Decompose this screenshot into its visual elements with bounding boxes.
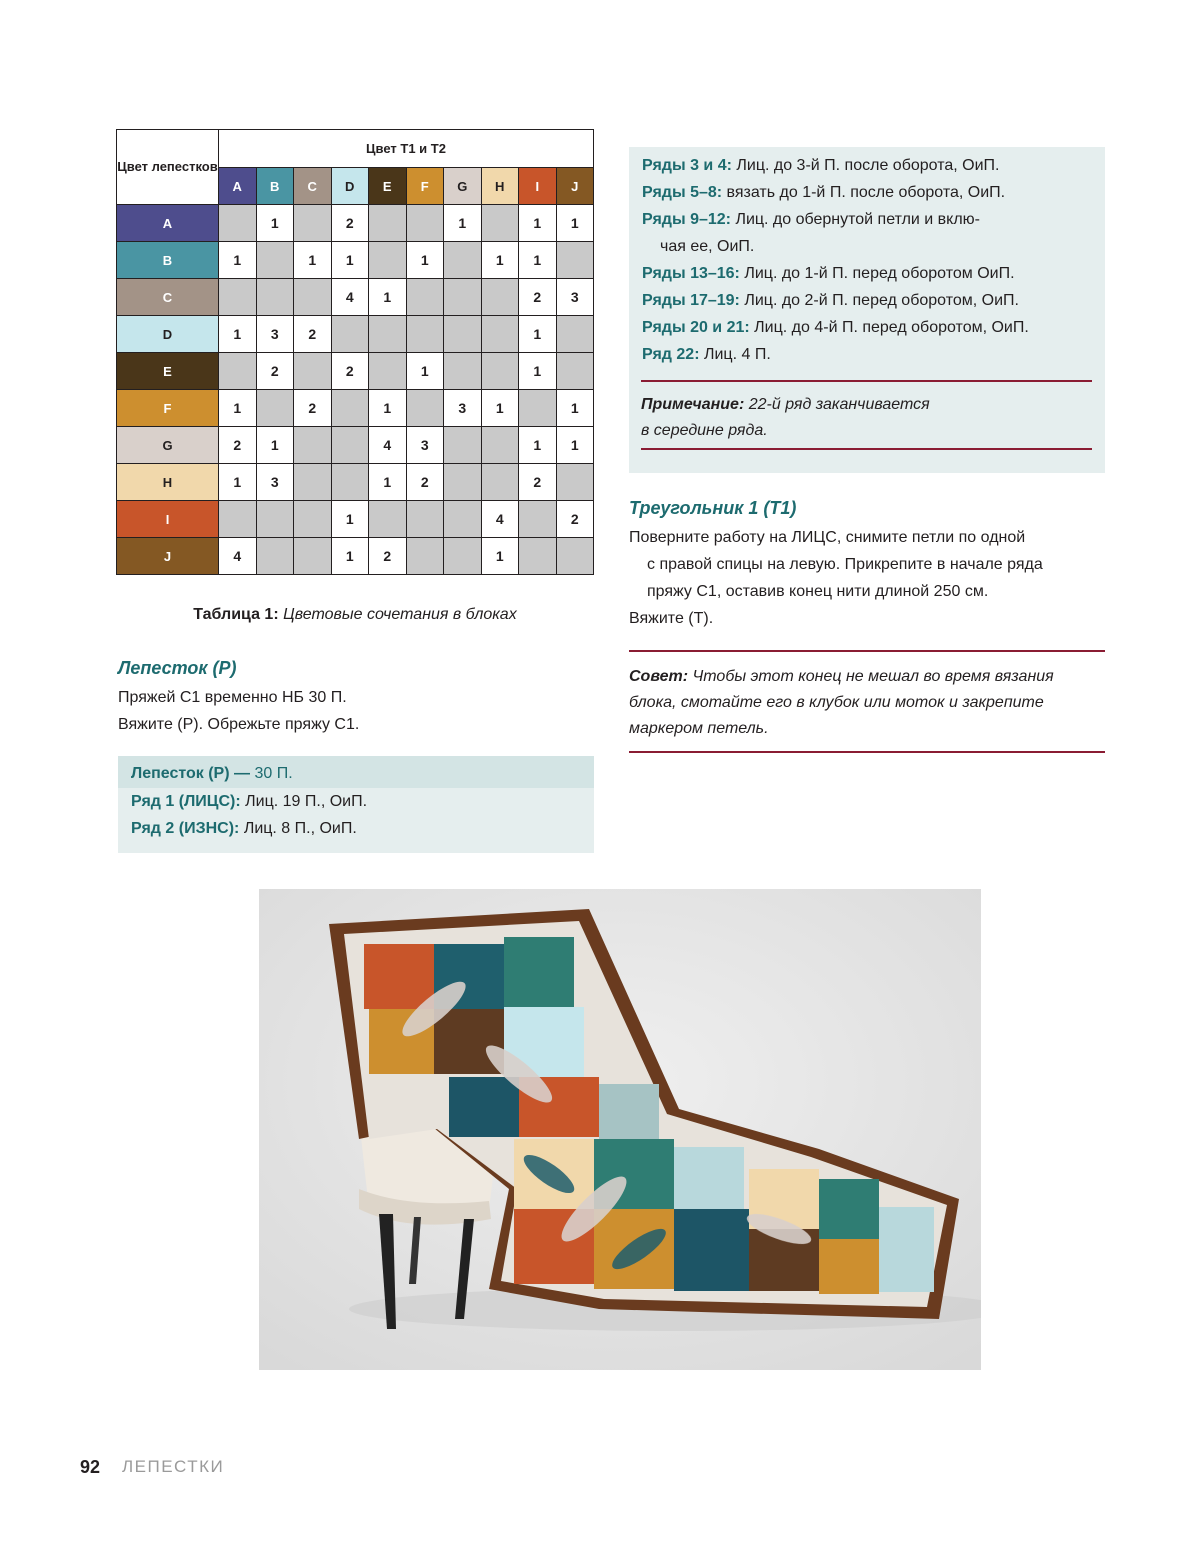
- column-header-c: C: [294, 168, 332, 205]
- table-cell: 1: [219, 316, 257, 353]
- table-cell: 1: [519, 316, 557, 353]
- table-cell: [369, 501, 407, 538]
- row-header-c: C: [117, 279, 219, 316]
- tip-top-rule: [629, 650, 1105, 652]
- table-cell: 2: [331, 353, 369, 390]
- row-header-b: B: [117, 242, 219, 279]
- triangle-section-title: Треугольник 1 (Т1): [629, 498, 797, 518]
- petal-box-row: [131, 788, 594, 815]
- triangle-text-line: пряжу С1, оставив конец нити длиной 250 см.: [647, 583, 989, 600]
- table-cell: 1: [406, 242, 444, 279]
- blanket-on-chair-illustration: [259, 889, 981, 1370]
- table-cell: [369, 205, 407, 242]
- table-cell: [406, 316, 444, 353]
- table-cell: [294, 279, 332, 316]
- table-cell: 1: [556, 427, 594, 464]
- table-cell: 1: [519, 242, 557, 279]
- table-cell: 1: [481, 242, 519, 279]
- blanket-photo: [259, 889, 981, 1370]
- table-cell: 4: [481, 501, 519, 538]
- row-text: Лиц. до 3-й П. после оборота, ОиП.: [736, 157, 1000, 174]
- table-cell: 1: [519, 427, 557, 464]
- table-row: [117, 316, 594, 353]
- tip-text-line: маркером петель.: [629, 720, 769, 737]
- table-row: [117, 242, 594, 279]
- rows-list: [629, 147, 1105, 368]
- table-body: [117, 205, 594, 575]
- table-group-header: Цвет Т1 и Т2: [219, 130, 594, 168]
- row-text: Лиц. до 2-й П. перед оборотом, ОиП.: [744, 292, 1019, 309]
- column-header-a: A: [219, 168, 257, 205]
- table-cell: 1: [481, 538, 519, 575]
- row-text: Лиц. 4 П.: [703, 346, 771, 363]
- table-cell: 2: [294, 316, 332, 353]
- table-cell: [444, 353, 482, 390]
- note-top-rule: [641, 380, 1092, 382]
- table-cell: [256, 538, 294, 575]
- table-cell: [256, 390, 294, 427]
- table-cell: [406, 501, 444, 538]
- table-cell: 2: [556, 501, 594, 538]
- table-cell: [481, 427, 519, 464]
- row-text: чая ее, ОиП.: [660, 238, 755, 255]
- table-cell: [444, 501, 482, 538]
- petal-section-text: [118, 684, 359, 738]
- table-caption-text: Цветовые сочетания в блоках: [283, 606, 517, 623]
- row-label: Ряды 3 и 4:: [642, 157, 732, 174]
- table-cell: 1: [519, 205, 557, 242]
- petal-instructions-box: [118, 756, 594, 853]
- table-cell: 1: [256, 205, 294, 242]
- row-label: Ряд 2 (ИЗНС):: [131, 820, 240, 837]
- table-cell: 1: [519, 353, 557, 390]
- table-cell: [294, 427, 332, 464]
- table-row: [117, 538, 594, 575]
- table-cell: [406, 205, 444, 242]
- table-cell: 1: [331, 242, 369, 279]
- table-cell: 1: [331, 538, 369, 575]
- table-row: [117, 427, 594, 464]
- rows-line: [642, 314, 1105, 341]
- table-row: [117, 390, 594, 427]
- rows-line: [642, 341, 1105, 368]
- table-cell: [256, 279, 294, 316]
- table-cell: [369, 242, 407, 279]
- table-cell: [219, 279, 257, 316]
- tip-text-line: блока, смотайте его в клубок или моток и закрепите: [629, 694, 1044, 711]
- table-cell: 4: [369, 427, 407, 464]
- table-cell: 2: [294, 390, 332, 427]
- note-text-line: в середине ряда.: [641, 422, 768, 439]
- rows-line: [642, 260, 1105, 287]
- table-caption: [116, 606, 594, 624]
- column-header-b: B: [256, 168, 294, 205]
- petal-box-head-label: Лепесток (Р) —: [131, 765, 250, 782]
- table-cell: [519, 501, 557, 538]
- table-cell: [444, 464, 482, 501]
- row-label: Ряды 17–19:: [642, 292, 740, 309]
- table-cell: [519, 538, 557, 575]
- row-text: вязать до 1-й П. после оборота, ОиП.: [726, 184, 1006, 201]
- table-cell: [219, 353, 257, 390]
- row-text: Лиц. до обернутой петли и вклю-: [735, 211, 981, 228]
- table-cell: [556, 538, 594, 575]
- row-header-a: A: [117, 205, 219, 242]
- table-corner-label: Цвет лепестков: [117, 130, 219, 205]
- table-cell: 1: [406, 353, 444, 390]
- column-header-j: J: [556, 168, 594, 205]
- table-cell: [481, 353, 519, 390]
- row-text: Лиц. до 4-й П. перед оборотом, ОиП.: [754, 319, 1029, 336]
- petal-section-title: Лепесток (Р): [118, 658, 237, 678]
- note-text-line: 22-й ряд заканчивается: [748, 396, 930, 413]
- table-cell: 2: [406, 464, 444, 501]
- table-cell: [331, 316, 369, 353]
- tip-bottom-rule: [629, 751, 1105, 753]
- table-cell: 3: [444, 390, 482, 427]
- table-cell: [444, 316, 482, 353]
- table-cell: [256, 501, 294, 538]
- table-cell: [331, 464, 369, 501]
- rows-line: [642, 287, 1105, 314]
- table-row: [117, 279, 594, 316]
- table-cell: 3: [256, 316, 294, 353]
- row-label: Ряды 5–8:: [642, 184, 723, 201]
- table-cell: [219, 501, 257, 538]
- petal-box-head: [131, 762, 594, 786]
- petal-text-line: Вяжите (Р). Обрежьте пряжу С1.: [118, 716, 360, 733]
- petal-box-row: [131, 815, 594, 842]
- color-combination-table: [116, 129, 594, 575]
- tip-block: [629, 664, 1105, 742]
- row-text: Лиц. 8 П., ОиП.: [243, 820, 357, 837]
- table-cell: 2: [519, 464, 557, 501]
- table-cell: [556, 316, 594, 353]
- row-label: Ряды 9–12:: [642, 211, 731, 228]
- row-label: Ряд 1 (ЛИЦС):: [131, 793, 241, 810]
- table-cell: [406, 279, 444, 316]
- table-cell: 1: [369, 464, 407, 501]
- table-cell: [481, 279, 519, 316]
- row-header-g: G: [117, 427, 219, 464]
- table-row: [117, 353, 594, 390]
- row-header-h: H: [117, 464, 219, 501]
- table-cell: [556, 464, 594, 501]
- table-cell: 2: [331, 205, 369, 242]
- table-cell: [256, 242, 294, 279]
- row-label: Ряды 13–16:: [642, 265, 740, 282]
- note-bottom-rule: [641, 448, 1092, 450]
- table-cell: 4: [331, 279, 369, 316]
- table-cell: 1: [481, 390, 519, 427]
- row-header-e: E: [117, 353, 219, 390]
- table-cell: 1: [556, 390, 594, 427]
- table-cell: [369, 353, 407, 390]
- table-cell: 2: [256, 353, 294, 390]
- table-cell: 1: [256, 427, 294, 464]
- table-cell: 1: [444, 205, 482, 242]
- petal-box-head-value: 30 П.: [254, 765, 293, 782]
- page-number: 92: [80, 1457, 101, 1477]
- rows-line: [642, 233, 1105, 260]
- row-label: Ряды 20 и 21:: [642, 319, 750, 336]
- row-header-i: I: [117, 501, 219, 538]
- table-cell: [294, 205, 332, 242]
- table-row: [117, 501, 594, 538]
- column-header-e: E: [369, 168, 407, 205]
- table-cell: 1: [219, 390, 257, 427]
- row-label: Ряд 22:: [642, 346, 700, 363]
- table-cell: [294, 538, 332, 575]
- table-cell: [219, 205, 257, 242]
- table-cell: 1: [219, 242, 257, 279]
- table-cell: [406, 538, 444, 575]
- table-cell: 1: [219, 464, 257, 501]
- column-header-h: H: [481, 168, 519, 205]
- table-cell: 3: [256, 464, 294, 501]
- column-header-f: F: [406, 168, 444, 205]
- note-label: Примечание:: [641, 396, 745, 413]
- table-cell: [481, 205, 519, 242]
- table-cell: 3: [406, 427, 444, 464]
- row-text: Лиц. до 1-й П. перед оборотом ОиП.: [744, 265, 1015, 282]
- rows-line: [642, 152, 1105, 179]
- triangle-text-line: Вяжите (Т).: [629, 610, 714, 627]
- row-header-d: D: [117, 316, 219, 353]
- table-row: [117, 464, 594, 501]
- table-cell: [294, 353, 332, 390]
- table-cell: [444, 279, 482, 316]
- table-cell: 2: [219, 427, 257, 464]
- table-cell: 3: [556, 279, 594, 316]
- table-cell: [556, 353, 594, 390]
- petal-text-line: Пряжей С1 временно НБ 30 П.: [118, 689, 347, 706]
- triangle-text-line: с правой спицы на левую. Прикрепите в начале ряда: [647, 556, 1043, 573]
- table-cell: [406, 390, 444, 427]
- running-section-title: ЛЕПЕСТКИ: [122, 1457, 225, 1476]
- note-block: [641, 392, 930, 444]
- table-cell: [444, 538, 482, 575]
- column-header-g: G: [444, 168, 482, 205]
- tip-text-line: Чтобы этот конец не мешал во время вязания: [692, 668, 1054, 685]
- table-cell: 1: [369, 390, 407, 427]
- rows-line: [642, 179, 1105, 206]
- table-cell: [556, 242, 594, 279]
- table-cell: 2: [519, 279, 557, 316]
- table-cell: [331, 390, 369, 427]
- table-cell: [331, 427, 369, 464]
- triangle-text-line: Поверните работу на ЛИЦС, снимите петли по одной: [629, 529, 1026, 546]
- table-cell: 2: [369, 538, 407, 575]
- table-cell: 1: [556, 205, 594, 242]
- column-header-i: I: [519, 168, 557, 205]
- table-cell: [481, 316, 519, 353]
- triangle-section-text: [629, 524, 1105, 632]
- table-cell: 4: [219, 538, 257, 575]
- table-cell: [481, 464, 519, 501]
- table-cell: 1: [369, 279, 407, 316]
- table-cell: [369, 316, 407, 353]
- rows-line: [642, 206, 1105, 233]
- table-cell: [519, 390, 557, 427]
- table-caption-label: Таблица 1:: [193, 606, 279, 623]
- table-row: [117, 205, 594, 242]
- table-cell: 1: [331, 501, 369, 538]
- row-header-j: J: [117, 538, 219, 575]
- table-cell: [444, 427, 482, 464]
- row-header-f: F: [117, 390, 219, 427]
- table-cell: [444, 242, 482, 279]
- table-cell: [294, 501, 332, 538]
- table-cell: 1: [294, 242, 332, 279]
- column-header-d: D: [331, 168, 369, 205]
- tip-label: Совет:: [629, 668, 689, 685]
- row-text: Лиц. 19 П., ОиП.: [245, 793, 368, 810]
- table-cell: [294, 464, 332, 501]
